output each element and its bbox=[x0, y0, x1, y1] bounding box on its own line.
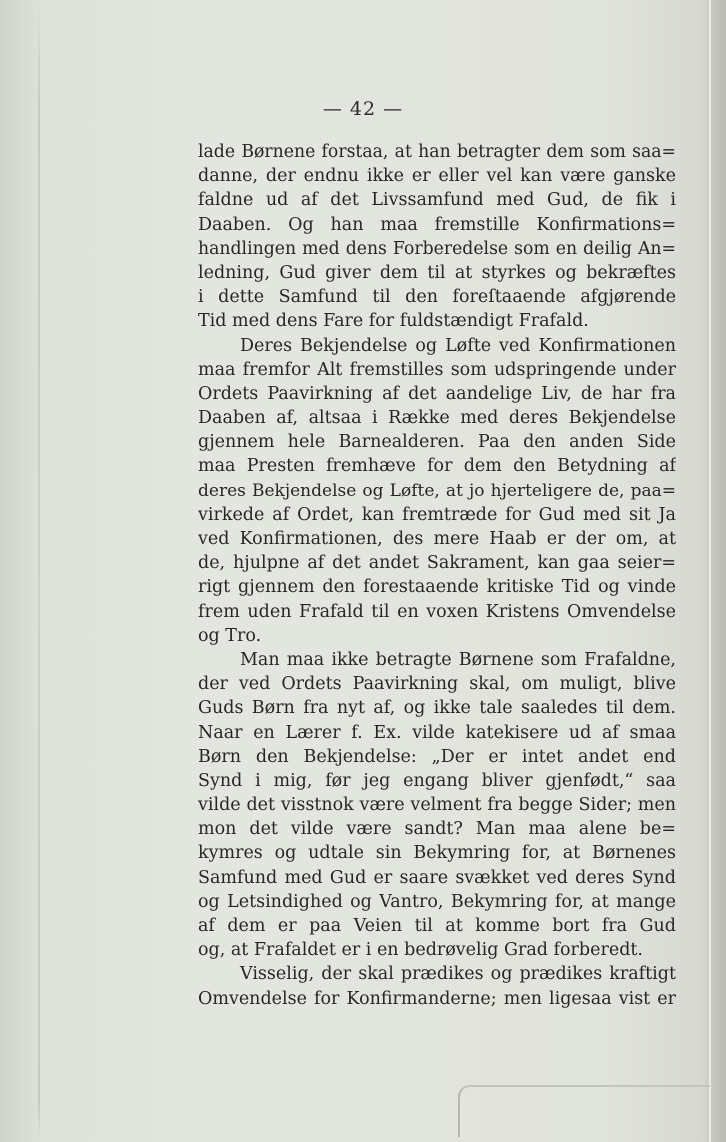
text-line: og Letsindighed og Vantro, Bekymring for, at mange bbox=[198, 891, 676, 912]
text-line: Guds Børn fra nyt af, og ikke tale saaledes til dem. bbox=[198, 698, 676, 719]
text-line: Man maa ikke betragte Børnene som Frafaldne, bbox=[240, 649, 676, 670]
page-number: — 42 — bbox=[322, 98, 404, 120]
text-line: Naar en Lærer f. Ex. vilde katekisere ud af smaa bbox=[198, 722, 676, 743]
text-line: gjennem hele Barnealderen. Paa den anden Side bbox=[198, 432, 676, 453]
text-line: Synd i mig, før jeg engang bliver gjenfødt,“ saa bbox=[198, 770, 676, 791]
text-line: faldne ud af det Livssamfund med Gud, de fik i bbox=[198, 190, 676, 211]
page-crease bbox=[709, 0, 711, 1142]
corner-paper-fold bbox=[458, 1085, 710, 1137]
text-line: danne, der endnu ikke er eller vel kan være ganske bbox=[198, 166, 676, 187]
text-line: Daaben af, altsaa i Række med deres Bekjendelse bbox=[198, 408, 676, 429]
text-line: Samfund med Gud er saare svækket ved deres Synd bbox=[198, 867, 676, 888]
text-line: Visselig, der skal prædikes og prædikes kraftigt bbox=[240, 964, 676, 985]
text-line: ledning, Gud giver dem til at styrkes og bekræftes bbox=[198, 262, 676, 283]
text-line: maa fremfor Alt fremstilles som udspringende under bbox=[198, 359, 676, 380]
text-line: frem uden Frafald til en voxen Kristens Omvendelse bbox=[198, 601, 676, 622]
text-line: maa Presten fremhæve for dem den Betydning af bbox=[198, 456, 676, 477]
text-line: de, hjulpne af det andet Sakrament, kan gaa seier= bbox=[198, 553, 676, 574]
text-line: i dette Samfund til den foreſtaaende afgjørende bbox=[198, 287, 676, 308]
text-line: lade Børnene forstaa, at han betragter dem som saa= bbox=[198, 142, 676, 162]
text-line: deres Bekjendelse og Løfte, at jo hjerteligere de, paa= bbox=[198, 480, 676, 501]
text-line: rigt gjennem den forestaaende kritiske Tid og vinde bbox=[198, 577, 676, 598]
text-line: Omvendelse for Konfirmanderne; men ligesaa vist er bbox=[198, 988, 676, 1009]
text-line: mon det vilde være sandt? Man maa alene be= bbox=[198, 819, 676, 840]
body-text bbox=[198, 140, 676, 1011]
text-line: Daaben. Og han maa fremstille Konfirmations= bbox=[198, 214, 676, 235]
text-line: kymres og udtale sin Bekymring for, at Børnenes bbox=[198, 843, 676, 864]
page-left-edge bbox=[38, 0, 40, 1142]
text-line: Tid med dens Fare for fuldstændigt Frafald. bbox=[198, 311, 589, 332]
text-line: Børn den Bekjendelse: „Der er intet andet end bbox=[198, 746, 676, 767]
text-line: ved Konfirmationen, des mere Haab er der om, at bbox=[198, 529, 676, 549]
text-line: vilde det visstnok være velment fra begge Sider; men bbox=[198, 795, 676, 816]
text-line: handlingen med dens Forberedelse som en deilig An= bbox=[198, 238, 676, 259]
text-line: der ved Ordets Paavirkning skal, om muligt, blive bbox=[198, 674, 676, 695]
text-line: og Tro. bbox=[198, 625, 262, 646]
text-line: virkede af Ordet, kan fremtræde for Gud med sit Ja bbox=[198, 504, 676, 525]
text-line: og, at Frafaldet er i en bedrøvelig Grad forberedt. bbox=[198, 940, 643, 961]
text-line: Ordets Paavirkning af det aandelige Liv, de har fra bbox=[198, 383, 676, 404]
text-line: af dem er paa Veien til at komme bort fra Gud bbox=[198, 916, 676, 936]
text-line: Deres Bekjendelse og Løfte ved Konfirmationen bbox=[240, 335, 676, 356]
